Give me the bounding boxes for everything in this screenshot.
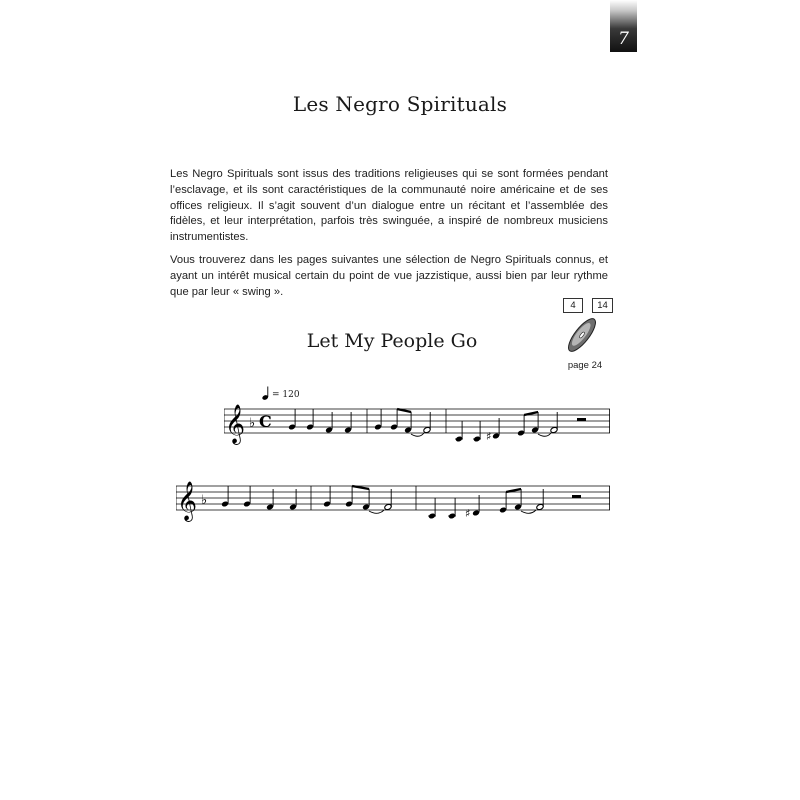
cd-disc-icon bbox=[562, 312, 602, 358]
treble-clef-icon: 𝄞 bbox=[225, 404, 246, 444]
intro-paragraph: Les Negro Spirituals sont issus des traditions religieuses qui se sont formées pendant l’esclavage, et ils sont caractéristiques de la communauté noire américaine et de ses offices religieux. Il s’agit souvent d’un dialogue entre un récitant et l’assemblée des fidèles, et leur interprétation, parfois très swinguée, a inspiré de nombreux musiciens instrumentistes. bbox=[170, 168, 608, 244]
intro-text bbox=[170, 167, 608, 307]
tempo-value: = 120 bbox=[272, 390, 300, 400]
page-number: 7 bbox=[618, 29, 629, 49]
sharp-sign: ♯ bbox=[486, 430, 492, 443]
intro-paragraph: Vous trouverez dans les pages suivantes une sélection de Negro Spirituals connus, et ayant un intérêt musical certain du point de vue jazzistique, aussi bien par leur rythme que par leur « swing ». bbox=[170, 253, 608, 298]
cd-page-reference: page 24 bbox=[567, 360, 603, 371]
treble-clef-icon: 𝄞 bbox=[177, 481, 198, 521]
song-title: Let My People Go bbox=[306, 330, 478, 352]
cd-track-box: 4 bbox=[563, 298, 583, 313]
flat-sign: ♭ bbox=[201, 493, 208, 508]
half-rest bbox=[577, 418, 586, 421]
common-time-sign: C bbox=[259, 412, 272, 431]
half-rest bbox=[572, 495, 581, 498]
flat-sign: ♭ bbox=[249, 416, 256, 431]
music-staff bbox=[176, 472, 616, 532]
page-number-tab bbox=[610, 0, 637, 52]
music-staff bbox=[224, 395, 616, 455]
section-title: Les Negro Spirituals bbox=[292, 92, 508, 116]
sharp-sign: ♯ bbox=[465, 507, 471, 520]
cd-track-box: 14 bbox=[592, 298, 613, 313]
